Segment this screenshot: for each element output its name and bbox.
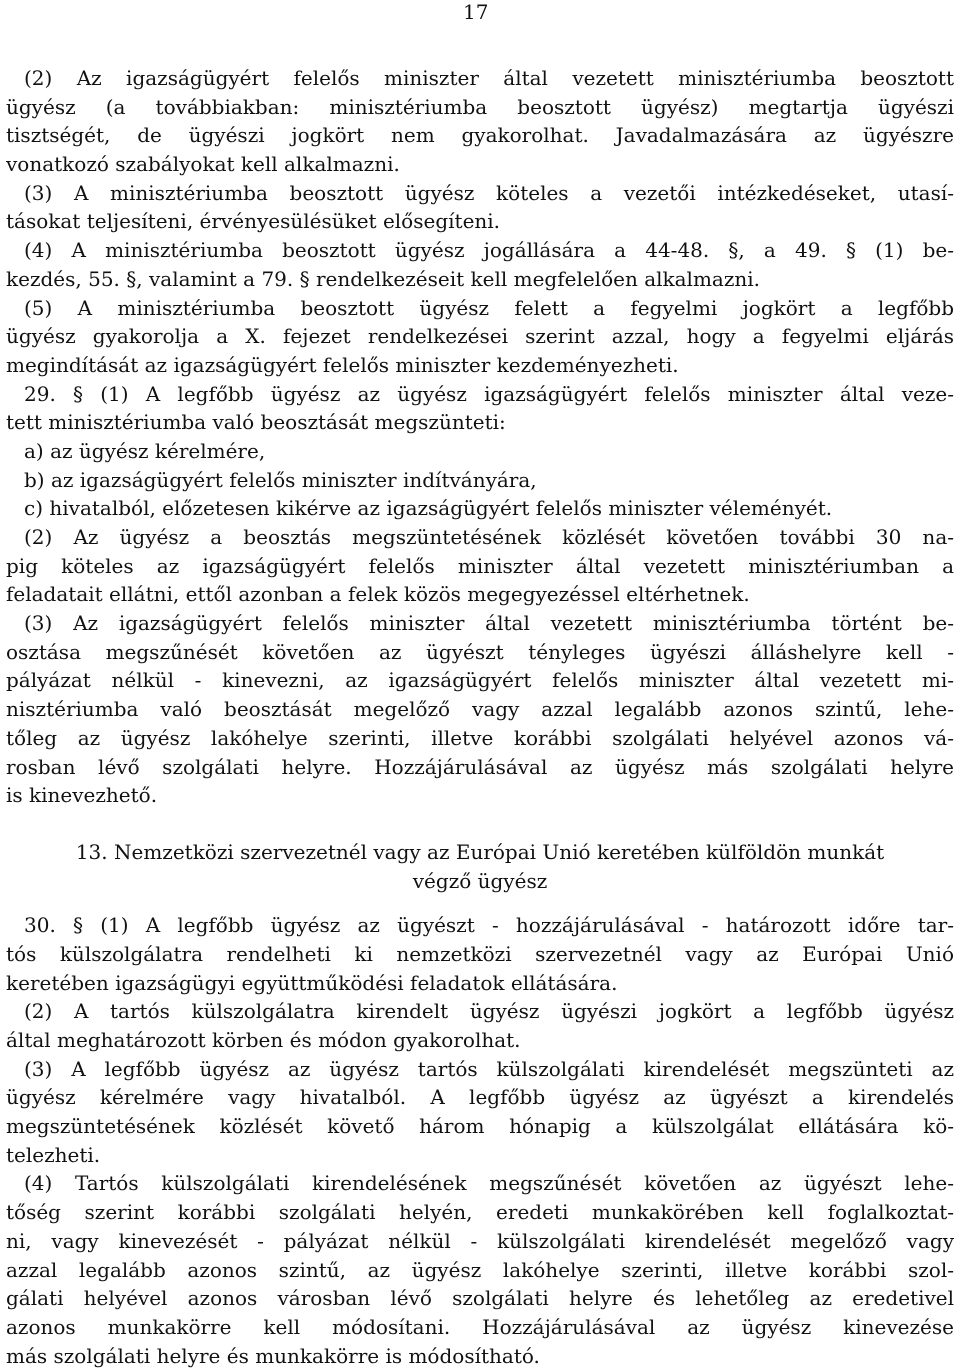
text-line: 29. § (1) A legfőbb ügyész az ügyész igazságügyért felelős miniszter által veze- <box>24 381 954 406</box>
text-line: telezheti. <box>6 1142 101 1167</box>
text-line: (3) A minisztériumba beosztott ügyész köteles a vezetői intézkedéseket, utasí- <box>24 180 954 205</box>
paragraphs-section-28 <box>6 64 954 810</box>
text-line: (3) Az igazságügyért felelős miniszter által vezetett minisztériumba történt be- <box>24 611 954 636</box>
text-line: osztása megszűnését követően az ügyészt tényleges ügyészi álláshelyre kell - <box>6 639 954 664</box>
text-line: ügyész gyakorolja a X. fejezet rendelkezései szerint azzal, hogy a fegyelmi eljárás <box>6 324 954 349</box>
document-body <box>6 64 954 1370</box>
text-line: gálati helyével azonos városban lévő szolgálati helyre és lehetőleg az eredetivel <box>6 1286 954 1311</box>
text-line: pig köteles az igazságügyért felelős miniszter által vezetett minisztériumban a <box>6 553 954 578</box>
text-line: (2) Az ügyész a beosztás megszüntetésének közlését követően további 30 na- <box>24 525 954 549</box>
section-heading-line-2: végző ügyész <box>412 868 548 893</box>
text-line: tásokat teljesíteni, érvényesülésüket elősegíteni. <box>6 209 501 234</box>
text-line: vonatkozó szabályokat kell alkalmazni. <box>6 152 400 177</box>
section-heading-line-1: 13. Nemzetközi szervezetnél vagy az Európai Unió keretében külföldön munkát <box>75 839 885 864</box>
text-line: azzal legalább azonos szintű, az ügyész lakóhelye szerinti, illetve korábbi szol- <box>6 1257 954 1282</box>
text-line: feladatait ellátni, ettől azonban a felek közös megegyezéssel eltérhetnek. <box>6 582 750 607</box>
text-line: rosban lévő szolgálati helyre. Hozzájárulásával az ügyész más szolgálati helyre <box>6 754 954 779</box>
text-line: tőleg az ügyész lakóhelye szerinti, illetve korábbi szolgálati helyével azonos vá- <box>6 725 954 750</box>
text-line: (5) A minisztériumba beosztott ügyész felett a fegyelmi jogkört a legfőbb <box>24 295 954 320</box>
text-line: (4) A minisztériumba beosztott ügyész jogállására a 44-48. §, a 49. § (1) be- <box>24 238 954 263</box>
text-line: (3) A legfőbb ügyész az ügyész tartós külszolgálati kirendelését megszünteti az <box>24 1056 954 1081</box>
text-line: ni, vagy kinevezését - pályázat nélkül - külszolgálati kirendelését megelőző vagy <box>6 1228 954 1253</box>
text-line: (4) Tartós külszolgálati kirendelésének megszűnését követően az ügyészt lehe- <box>24 1171 954 1196</box>
text-line: 30. § (1) A legfőbb ügyész az ügyészt - hozzájárulásával - határozott időre tar- <box>24 913 954 938</box>
paragraphs-section-30 <box>6 911 954 1370</box>
text-line: más szolgálati helyre és munkakörre is módosítható. <box>6 1343 540 1368</box>
text-line: a) az ügyész kérelmére, <box>24 438 266 463</box>
text-line: tett minisztériumba való beosztását megszünteti: <box>6 410 506 435</box>
text-line: pályázat nélkül - kinevezni, az igazságügyért felelős miniszter által vezetett mi- <box>6 668 954 693</box>
text-line: azonos munkakörre kell módosítani. Hozzájárulásával az ügyész kinevezése <box>6 1314 954 1339</box>
text-line: ügyész kérelmére vagy hivatalból. A legfőbb ügyész az ügyészt a kirendelés <box>6 1085 954 1110</box>
text-line: tisztségét, de ügyészi jogkört nem gyakorolhat. Javadalmazására az ügyészre <box>6 123 954 148</box>
text-line: (2) A tartós külszolgálatra kirendelt ügyész ügyészi jogkört a legfőbb ügyész <box>24 999 954 1024</box>
text-line: c) hivatalból, előzetesen kikérve az igazságügyért felelős miniszter véleményét. <box>24 496 833 521</box>
text-line: is kinevezhető. <box>6 783 158 808</box>
text-line: nisztériumba való beosztását megelőző vagy azzal legalább azonos szintű, lehe- <box>6 697 954 722</box>
text-line: által meghatározott körben és módon gyakorolhat. <box>6 1028 521 1052</box>
text-line: ügyész (a továbbiakban: minisztériumba beosztott ügyész) megtartja ügyészi <box>6 94 954 119</box>
text-line: (2) Az igazságügyért felelős miniszter által vezetett minisztériumba beosztott <box>24 66 954 90</box>
text-line: tőség szerint korábbi szolgálati helyén, eredeti munkakörében kell foglalkoztat- <box>6 1200 954 1225</box>
page-number: 17 <box>463 0 489 24</box>
text-line: megindítását az igazságügyért felelős miniszter kezdeményezheti. <box>6 352 679 377</box>
text-line: tós külszolgálatra rendelheti ki nemzetközi szervezetnél vagy az Európai Unió <box>6 941 954 966</box>
text-line: keretében igazságügyi együttműködési feladatok ellátására. <box>6 970 618 995</box>
text-line: megszüntetésének közlését követő három hónapig a külszolgálat ellátására kö- <box>6 1114 954 1139</box>
text-line: kezdés, 55. §, valamint a 79. § rendelkezéseit kell megfelelően alkalmazni. <box>6 266 761 291</box>
text-line: b) az igazságügyért felelős miniszter indítványára, <box>24 467 537 492</box>
